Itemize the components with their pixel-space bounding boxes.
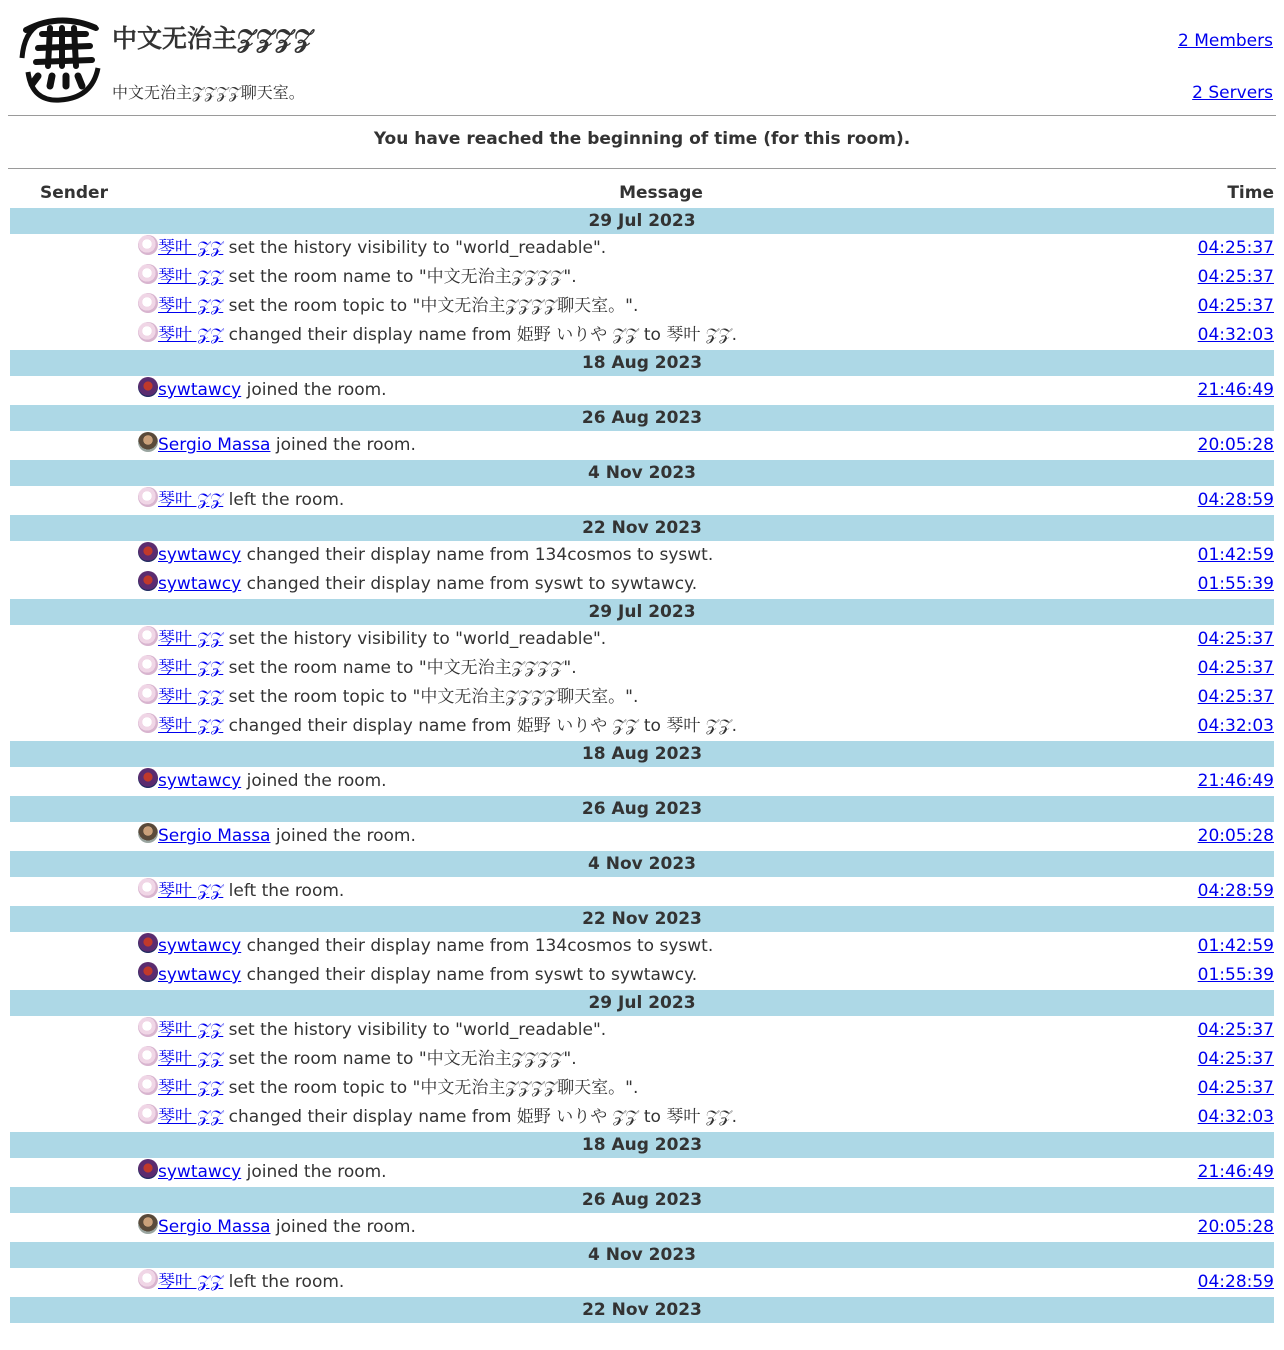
message-cell [138,1268,1184,1297]
time-cell [1184,767,1274,796]
sender-cell [10,1158,138,1187]
timeline-event-row [10,932,1274,961]
user-avatar-icon[interactable] [138,1017,158,1037]
time-cell [1184,234,1274,263]
sender-cell [10,486,138,515]
message-cell [138,822,1184,851]
timestamp-link[interactable]: 01:42:59 [1197,545,1274,565]
event-text: set the history visibility to "world_readable". [223,629,607,649]
event-text: set the room topic to "中文无治主𝒵𝒵𝒵𝒵聊天室。". [223,1078,639,1098]
user-avatar-icon[interactable] [138,1046,158,1066]
timestamp-link[interactable]: 04:32:03 [1197,1107,1274,1127]
message-cell [138,1158,1184,1187]
day-separator [10,599,1274,625]
sender-cell [10,431,138,460]
user-avatar-icon[interactable] [138,684,158,704]
room-topic: 中文无治主𝒵𝒵𝒵𝒵聊天室。 [112,83,305,102]
day-label: 22 Nov 2023 [10,906,1274,932]
time-column-header: Time [1227,183,1274,203]
user-avatar-icon[interactable] [138,1269,158,1289]
timeline-event-row [10,541,1274,570]
user-avatar-icon[interactable] [138,768,158,788]
message-cell [138,767,1184,796]
timeline-event-row [10,877,1274,906]
time-cell [1184,541,1274,570]
event-text: set the history visibility to "world_readable". [223,1020,607,1040]
event-text: set the room topic to "中文无治主𝒵𝒵𝒵𝒵聊天室。". [223,296,639,316]
user-avatar-icon[interactable] [138,487,158,507]
day-label: 26 Aug 2023 [10,405,1274,431]
sender-cell [10,654,138,683]
day-label: 29 Jul 2023 [10,599,1274,625]
user-avatar-icon[interactable] [138,1214,158,1234]
event-text: changed their display name from syswt to sywtawcy. [241,965,698,985]
event-text: joined the room. [241,380,387,400]
time-cell [1184,1074,1274,1103]
user-link[interactable]: 琴叶 𝒵𝒵 [158,658,224,678]
message-cell [138,486,1184,515]
event-text: joined the room. [241,1162,387,1182]
timestamp-link[interactable]: 04:25:37 [1197,238,1274,258]
time-cell [1184,625,1274,654]
user-link[interactable]: sywtawcy [158,1162,242,1182]
room-name: 中文无治主𝒵𝒵𝒵𝒵 [112,24,314,53]
user-link[interactable]: Sergio Massa [158,826,271,846]
timeline-event-row [10,625,1274,654]
time-cell [1184,263,1274,292]
timeline-event-row [10,961,1274,990]
timeline-event-row [10,1103,1274,1132]
timestamp-link[interactable]: 21:46:49 [1197,771,1274,791]
timestamp-link[interactable]: 01:55:39 [1197,965,1274,985]
day-label: 29 Jul 2023 [10,208,1274,234]
time-cell [1184,376,1274,405]
timestamp-link[interactable]: 20:05:28 [1197,826,1274,846]
event-text: set the room name to "中文无治主𝒵𝒵𝒵𝒵". [223,1049,577,1069]
room-avatar-icon [12,8,108,104]
sender-cell [10,292,138,321]
beginning-of-time-notice: You have reached the beginning of time (for this room). [8,116,1276,169]
timestamp-link[interactable]: 20:05:28 [1197,435,1274,455]
event-text: joined the room. [270,1217,416,1237]
user-link[interactable]: 琴叶 𝒵𝒵 [158,687,224,707]
day-separator [10,208,1274,234]
day-separator [10,741,1274,767]
day-separator [10,1187,1274,1213]
day-separator [10,405,1274,431]
timestamp-link[interactable]: 01:55:39 [1197,574,1274,594]
timestamp-link[interactable]: 04:32:03 [1197,716,1274,736]
user-avatar-icon[interactable] [138,823,158,843]
sender-cell [10,1074,138,1103]
user-link[interactable]: sywtawcy [158,545,242,565]
user-avatar-icon[interactable] [138,571,158,591]
user-link[interactable]: sywtawcy [158,380,242,400]
event-text: left the room. [223,490,345,510]
event-text: changed their display name from syswt to sywtawcy. [241,574,698,594]
timeline-event-row [10,683,1274,712]
message-cell [138,1074,1184,1103]
sender-cell [10,767,138,796]
event-text: changed their display name from 134cosmos to syswt. [241,936,714,956]
day-label: 29 Jul 2023 [10,990,1274,1016]
day-label: 22 Nov 2023 [10,515,1274,541]
time-cell [1184,654,1274,683]
timeline-event-row [10,1074,1274,1103]
user-avatar-icon[interactable] [138,432,158,452]
day-separator [10,1297,1274,1323]
user-link[interactable]: 琴叶 𝒵𝒵 [158,238,224,258]
message-cell [138,1016,1184,1045]
time-cell [1184,1268,1274,1297]
event-text: joined the room. [270,826,416,846]
user-avatar-icon[interactable] [138,655,158,675]
timestamp-link[interactable]: 21:46:49 [1197,380,1274,400]
day-label: 22 Nov 2023 [10,1297,1274,1323]
message-column-header: Message [619,183,703,203]
time-cell [1184,712,1274,741]
members-link[interactable]: 2 Members [1177,31,1273,51]
event-text: set the room topic to "中文无治主𝒵𝒵𝒵𝒵聊天室。". [223,687,639,707]
user-link[interactable]: sywtawcy [158,965,242,985]
time-cell [1184,321,1274,350]
time-cell [1184,292,1274,321]
sender-column-header: Sender [40,183,108,203]
time-cell [1184,1016,1274,1045]
user-link[interactable]: 琴叶 𝒵𝒵 [158,490,224,510]
user-link[interactable]: 琴叶 𝒵𝒵 [158,1272,224,1292]
timeline-event-row [10,767,1274,796]
timeline-event-row [10,1016,1274,1045]
event-text: changed their display name from 姫野 いりや 𝒵𝒵 to 琴叶 𝒵𝒵. [223,716,738,736]
timestamp-link[interactable]: 20:05:28 [1197,1217,1274,1237]
message-cell [138,321,1184,350]
time-cell [1184,1158,1274,1187]
message-cell [138,683,1184,712]
timeline-event-row [10,1213,1274,1242]
user-link[interactable]: 琴叶 𝒵𝒵 [158,1078,224,1098]
message-cell [138,961,1184,990]
message-cell [138,932,1184,961]
timestamp-link[interactable]: 04:25:37 [1197,1049,1274,1069]
timestamp-link[interactable]: 04:25:37 [1197,267,1274,287]
timestamp-link[interactable]: 04:28:59 [1197,490,1274,510]
user-link[interactable]: Sergio Massa [158,1217,271,1237]
event-text: changed their display name from 134cosmos to syswt. [241,545,714,565]
user-link[interactable]: 琴叶 𝒵𝒵 [158,881,224,901]
day-separator [10,1242,1274,1268]
event-text: changed their display name from 姫野 いりや 𝒵𝒵 to 琴叶 𝒵𝒵. [223,325,738,345]
time-cell [1184,822,1274,851]
user-link[interactable]: 琴叶 𝒵𝒵 [158,296,224,316]
timestamp-link[interactable]: 21:46:49 [1197,1162,1274,1182]
event-text: set the room name to "中文无治主𝒵𝒵𝒵𝒵". [223,658,577,678]
timeline-event-row [10,570,1274,599]
user-link[interactable]: sywtawcy [158,936,242,956]
day-separator [10,515,1274,541]
user-avatar-icon[interactable] [138,878,158,898]
sender-cell [10,625,138,654]
time-cell [1184,486,1274,515]
sender-cell [10,321,138,350]
timeline-event-row [10,234,1274,263]
timeline-event-row [10,1045,1274,1074]
day-separator [10,460,1274,486]
user-link[interactable]: 琴叶 𝒵𝒵 [158,325,224,345]
user-link[interactable]: sywtawcy [158,574,242,594]
day-label: 18 Aug 2023 [10,350,1274,376]
sender-cell [10,263,138,292]
time-cell [1184,877,1274,906]
user-link[interactable]: sywtawcy [158,771,242,791]
sender-cell [10,822,138,851]
day-label: 4 Nov 2023 [10,460,1274,486]
message-cell [138,292,1184,321]
day-separator [10,906,1274,932]
event-text: joined the room. [241,771,387,791]
sender-cell [10,1268,138,1297]
time-cell [1184,1045,1274,1074]
timeline-event-row [10,263,1274,292]
user-avatar-icon[interactable] [138,1075,158,1095]
timeline-event-row [10,822,1274,851]
message-cell [138,1103,1184,1132]
timeline-event-row [10,292,1274,321]
event-text: changed their display name from 姫野 いりや 𝒵𝒵 to 琴叶 𝒵𝒵. [223,1107,738,1127]
event-text: left the room. [223,881,345,901]
user-link[interactable]: Sergio Massa [158,435,271,455]
user-link[interactable]: 琴叶 𝒵𝒵 [158,1020,224,1040]
day-label: 18 Aug 2023 [10,1132,1274,1158]
day-separator [10,796,1274,822]
time-cell [1184,570,1274,599]
day-separator [10,1132,1274,1158]
user-avatar-icon[interactable] [138,264,158,284]
sender-cell [10,376,138,405]
time-cell [1184,431,1274,460]
timestamp-link[interactable]: 04:25:37 [1197,629,1274,649]
message-cell [138,234,1184,263]
sender-cell [10,932,138,961]
message-cell [138,1045,1184,1074]
timestamp-link[interactable]: 04:25:37 [1197,1020,1274,1040]
sender-cell [10,877,138,906]
timeline-body [10,208,1274,1323]
timeline-event-row [10,1158,1274,1187]
day-separator [10,990,1274,1016]
message-cell [138,625,1184,654]
timeline-event-row [10,431,1274,460]
message-cell [138,431,1184,460]
timeline-event-row [10,712,1274,741]
user-avatar-icon[interactable] [138,322,158,342]
timestamp-link[interactable]: 04:25:37 [1197,658,1274,678]
day-label: 4 Nov 2023 [10,1242,1274,1268]
message-cell [138,712,1184,741]
timeline-event-row [10,654,1274,683]
message-cell [138,654,1184,683]
day-separator [10,851,1274,877]
message-cell [138,877,1184,906]
sender-cell [10,570,138,599]
user-avatar-icon[interactable] [138,1104,158,1124]
timeline-event-row [10,376,1274,405]
user-link[interactable]: 琴叶 𝒵𝒵 [158,716,224,736]
message-cell [138,570,1184,599]
day-label: 18 Aug 2023 [10,741,1274,767]
timestamp-link[interactable]: 04:25:37 [1197,296,1274,316]
day-label: 26 Aug 2023 [10,796,1274,822]
time-cell [1184,932,1274,961]
time-cell [1184,1213,1274,1242]
room-header [8,0,1276,116]
user-avatar-icon[interactable] [138,235,158,255]
timeline-event-row [10,486,1274,515]
time-cell [1184,1103,1274,1132]
timestamp-link[interactable]: 04:25:37 [1197,1078,1274,1098]
message-cell [138,376,1184,405]
sender-cell [10,1016,138,1045]
user-avatar-icon[interactable] [138,293,158,313]
user-link[interactable]: 琴叶 𝒵𝒵 [158,629,224,649]
user-link[interactable]: 琴叶 𝒵𝒵 [158,267,224,287]
event-text: set the room name to "中文无治主𝒵𝒵𝒵𝒵". [223,267,577,287]
sender-cell [10,961,138,990]
sender-cell [10,234,138,263]
sender-cell [10,1213,138,1242]
message-cell [138,1213,1184,1242]
message-cell [138,263,1184,292]
sender-cell [10,712,138,741]
user-link[interactable]: 琴叶 𝒵𝒵 [158,1107,224,1127]
event-text: left the room. [223,1272,345,1292]
event-text: set the history visibility to "world_readable". [223,238,607,258]
timeline-table [10,178,1274,1323]
user-avatar-icon[interactable] [138,542,158,562]
timestamp-link[interactable]: 04:25:37 [1197,687,1274,707]
sender-cell [10,1103,138,1132]
day-separator [10,350,1274,376]
user-avatar-icon[interactable] [138,377,158,397]
time-cell [1184,961,1274,990]
sender-cell [10,541,138,570]
user-avatar-icon[interactable] [138,713,158,733]
day-label: 26 Aug 2023 [10,1187,1274,1213]
user-avatar-icon[interactable] [138,626,158,646]
timeline-event-row [10,321,1274,350]
user-avatar-icon[interactable] [138,1159,158,1179]
time-cell [1184,683,1274,712]
timestamp-link[interactable]: 04:32:03 [1197,325,1274,345]
event-text: joined the room. [270,435,416,455]
user-avatar-icon[interactable] [138,962,158,982]
day-label: 4 Nov 2023 [10,851,1274,877]
timestamp-link[interactable]: 04:28:59 [1197,1272,1274,1292]
user-avatar-icon[interactable] [138,933,158,953]
user-link[interactable]: 琴叶 𝒵𝒵 [158,1049,224,1069]
message-cell [138,541,1184,570]
timestamp-link[interactable]: 01:42:59 [1197,936,1274,956]
timeline-event-row [10,1268,1274,1297]
servers-link[interactable]: 2 Servers [1192,83,1273,103]
sender-cell [10,683,138,712]
timestamp-link[interactable]: 04:28:59 [1197,881,1274,901]
sender-cell [10,1045,138,1074]
